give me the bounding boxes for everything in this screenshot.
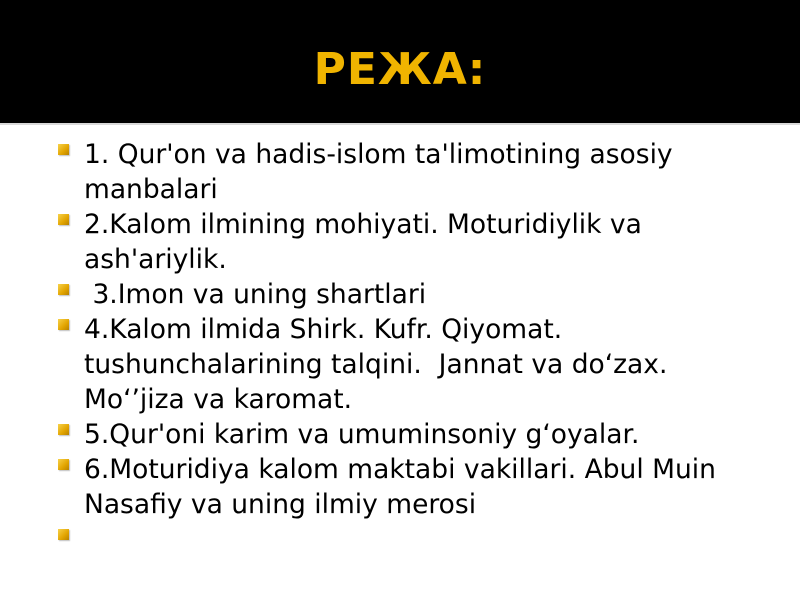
list-item (56, 137, 776, 207)
square-bullet-icon (58, 424, 69, 435)
list-item (56, 312, 776, 417)
list-item (56, 522, 776, 557)
title-bar (0, 0, 800, 125)
square-bullet-icon (58, 144, 69, 155)
square-bullet-icon (58, 459, 69, 470)
list-item-text: 1. Qur'on va hadis-islom ta'limotining asosiy manbalari (84, 139, 682, 205)
list-item-text (84, 522, 776, 557)
square-bullet-icon (58, 284, 69, 295)
slide-title: РЕЖА: (313, 44, 487, 95)
list-item-text: 4.Kalom ilmida Shirk. Kufr. Qiyomat. tushunchalarining talqini. Jannat va do‘zax. Mo‘’jiza va karomat. (84, 314, 676, 415)
square-bullet-icon (58, 319, 69, 330)
square-bullet-icon (58, 214, 69, 225)
list-item-text: 6.Moturidiya kalom maktabi vakillari. Abul Muin Nasafiy va uning ilmiy merosi (84, 454, 725, 520)
list-item-text: 3.Imon va uning shartlari (84, 279, 427, 310)
list-item-text: 2.Kalom ilmining mohiyati. Moturidiylik va ash'ariylik. (84, 209, 651, 275)
square-bullet-icon (58, 529, 69, 540)
bullet-list (56, 137, 776, 557)
list-item (56, 417, 776, 452)
list-item (56, 452, 776, 522)
list-item-text: 5.Qur'oni karim va umuminsoniy g‘oyalar. (84, 419, 640, 450)
list-item (56, 207, 776, 277)
list-item (56, 277, 776, 312)
